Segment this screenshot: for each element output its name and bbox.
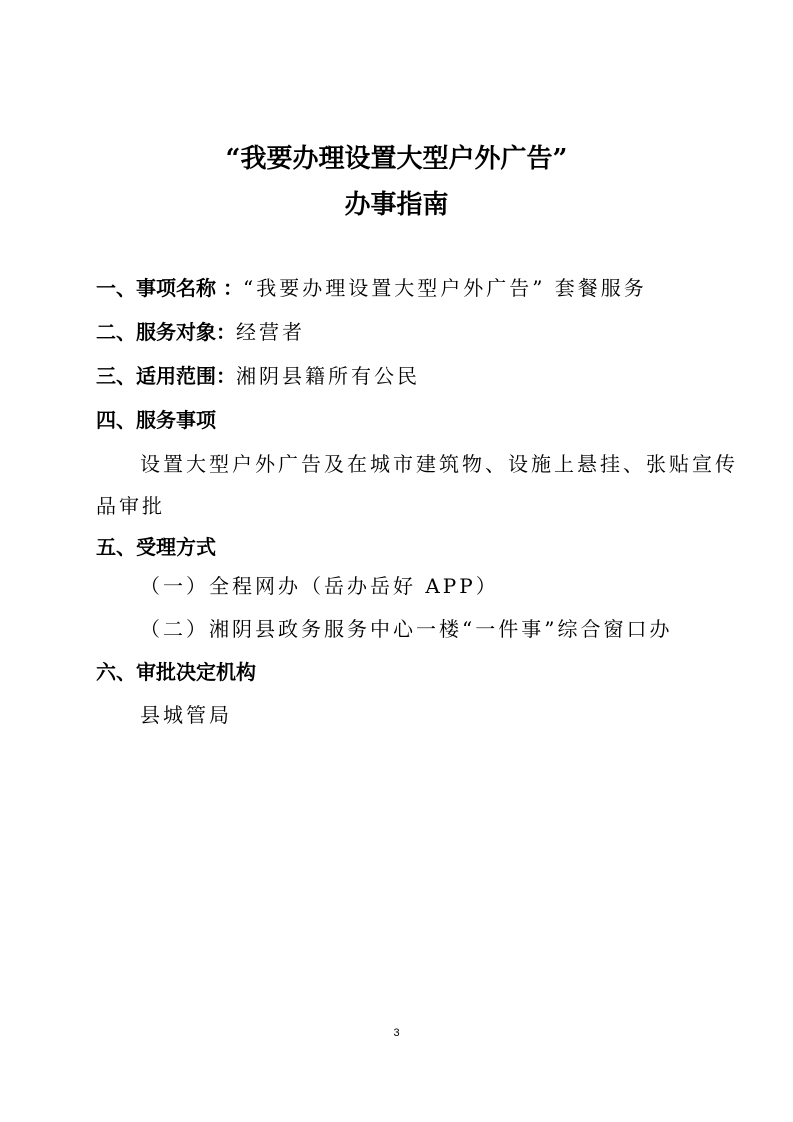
document-title-line1: “我要办理设置大型户外广告” — [225, 144, 568, 174]
page-number: 3 — [393, 1027, 400, 1039]
section-service-target-label: 二、服务对象： — [96, 320, 236, 344]
section-service-matters-text-line1: 设置大型户外广告及在城市建筑物、设施上悬挂、张贴宣传 — [140, 452, 738, 476]
section-item-name-value: “我要办理设置大型户外广告” 套餐服务 — [242, 276, 647, 300]
section-service-matters-text-line2: 品审批 — [96, 494, 165, 518]
section-scope — [96, 362, 420, 390]
section-service-target — [96, 318, 305, 346]
section-scope-label: 三、适用范围： — [96, 364, 236, 388]
section-item-name — [96, 274, 647, 302]
section-item-name-label: 一、事项名称 ： — [96, 276, 243, 300]
section-approval-authority-value: 县城管局 — [140, 703, 232, 727]
section-approval-authority-heading: 六、审批决定机构 — [96, 660, 256, 684]
section-acceptance-heading: 五、受理方式 — [96, 535, 216, 559]
section-scope-value: 湘阴县籍所有公民 — [236, 364, 420, 388]
section-service-matters-heading: 四、服务事项 — [96, 408, 216, 432]
section-acceptance-item-window: （二）湘阴县政务服务中心一楼“一件事”综合窗口办 — [140, 617, 673, 641]
section-service-target-value: 经营者 — [236, 320, 305, 344]
document-title-line2: 办事指南 — [344, 190, 449, 220]
section-acceptance-item-online: （一）全程网办（岳办岳好 APP） — [140, 574, 499, 598]
